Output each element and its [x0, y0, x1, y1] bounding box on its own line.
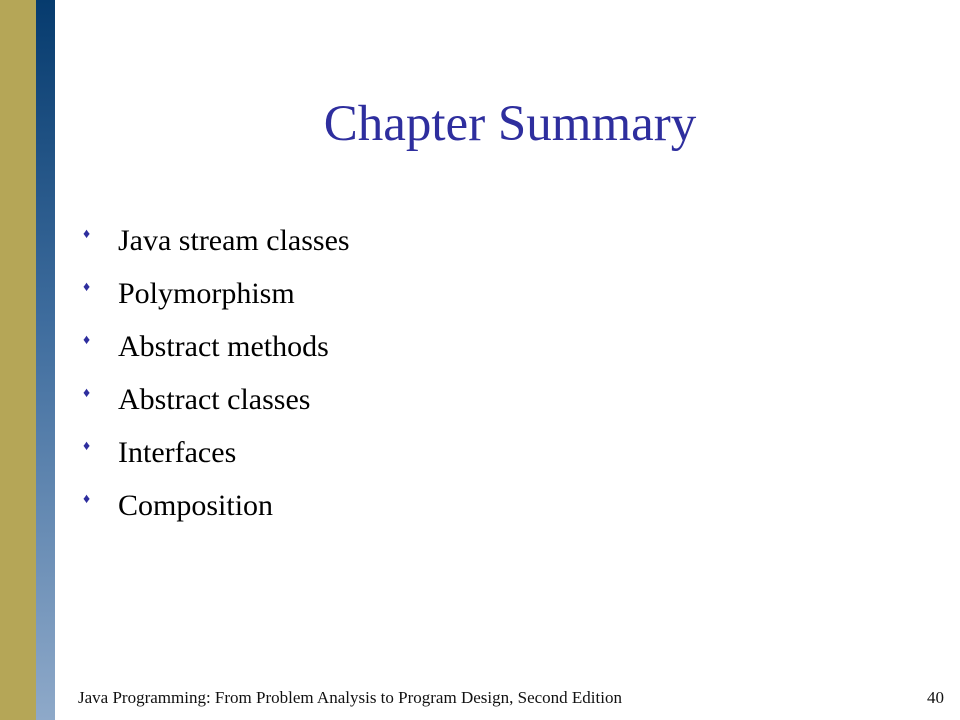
bullet-item [80, 214, 350, 267]
bullet-item [80, 426, 350, 479]
bullet-item [80, 373, 350, 426]
diamond-bullet-icon: ♦ [83, 332, 91, 348]
bullet-item [80, 320, 350, 373]
slide-title: Chapter Summary [323, 96, 697, 152]
diamond-bullet-icon: ♦ [83, 491, 91, 507]
bullet-text: Java stream classes [118, 223, 350, 257]
diamond-bullet-icon: ♦ [83, 226, 91, 242]
bullet-text: Composition [118, 488, 274, 522]
diamond-bullet-icon: ♦ [83, 385, 91, 401]
footer-book-title: Java Programming: From Problem Analysis to Program Design, Second Edition [78, 688, 622, 707]
diamond-bullet-icon: ♦ [83, 279, 91, 295]
bullet-text: Polymorphism [118, 276, 295, 310]
bullet-text: Interfaces [118, 435, 237, 469]
bullet-item [80, 479, 350, 532]
left-blue-stripe [36, 0, 55, 720]
bullet-item [80, 267, 350, 320]
diamond-bullet-icon: ♦ [83, 438, 91, 454]
bullet-text: Abstract classes [118, 382, 311, 416]
left-gold-stripe [0, 0, 36, 720]
bullet-text: Abstract methods [118, 329, 329, 363]
bullet-list [80, 214, 350, 532]
page-number: 40 [927, 688, 944, 707]
